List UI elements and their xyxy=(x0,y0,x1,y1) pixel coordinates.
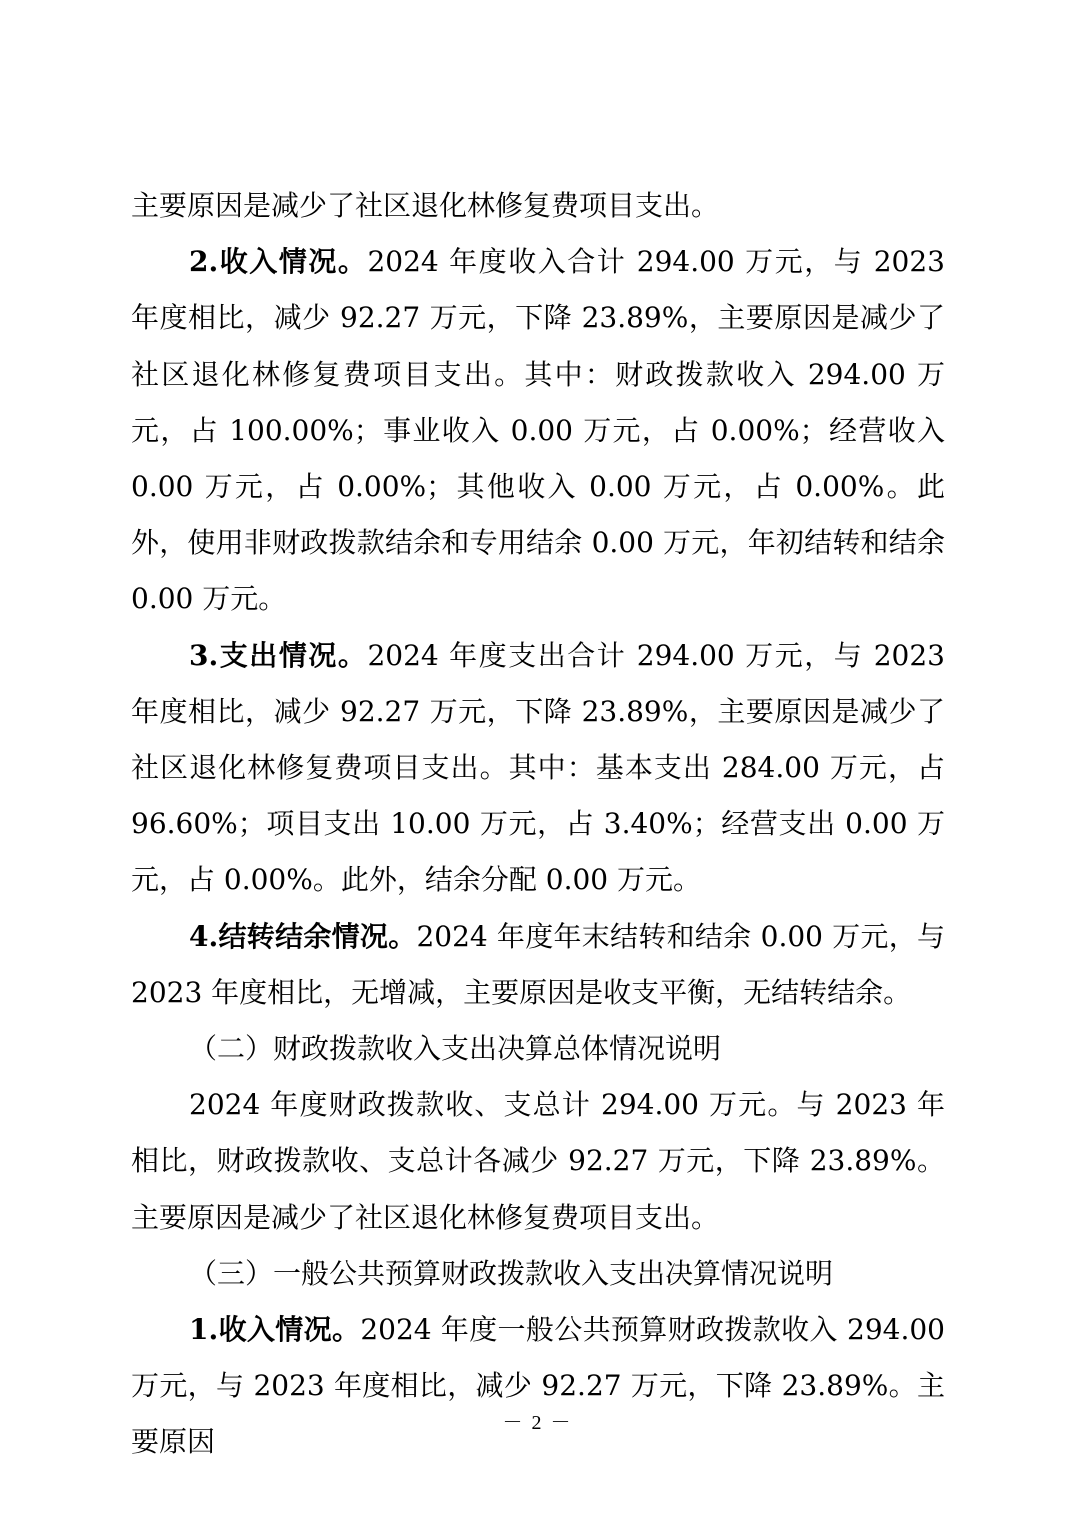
paragraph-fiscal-total xyxy=(131,1077,945,1246)
paragraph-general-income xyxy=(131,1302,945,1471)
paragraph-heading: 2.收入情况。 xyxy=(189,245,368,279)
section-heading-text: （二）财政拨款收入支出决算总体情况说明 xyxy=(189,1032,722,1066)
paragraph-text: 2024 年度财政拨款收、支总计 294.00 万元。与 2023 年相比，财政拨款收、支总计各减少 92.27 万元，下降 23.89%。主要原因是减少了社区退化林修复费项目支出。 xyxy=(131,1088,945,1234)
page-number: － 2 － xyxy=(502,1412,573,1434)
paragraph-income xyxy=(131,234,945,627)
paragraph-heading: 4.结转结余情况。 xyxy=(189,919,417,953)
paragraph-text: 2024 年度收入合计 294.00 万元，与 2023 年度相比，减少 92.27 万元，下降 23.89%，主要原因是减少了社区退化林修复费项目支出。其中：财政拨款收入 294.00 万元，占 100.00%；事业收入 0.00 万元，占 0.00%；经营收入 0.00 万元，占 0.00%；其他收入 0.00 万元，占 0.00%。此外，使用非财政拨款结余和专用结余 0.00 万元，年初结转和结余 0.00 万元。 xyxy=(131,245,945,616)
paragraph-text: 2024 年度支出合计 294.00 万元，与 2023 年度相比，减少 92.27 万元，下降 23.89%，主要原因是减少了社区退化林修复费项目支出。其中：基本支出 284.00 万元，占 96.60%；项目支出 10.00 万元，占 3.40%；经营支出 0.00 万元，占 0.00%。此外，结余分配 0.00 万元。 xyxy=(131,638,945,897)
paragraph-text: 主要原因是减少了社区退化林修复费项目支出。 xyxy=(131,189,720,222)
document-body xyxy=(131,178,945,1471)
section-heading-text: （三）一般公共预算财政拨款收入支出决算情况说明 xyxy=(189,1256,834,1290)
paragraph-heading: 3.支出情况。 xyxy=(189,638,368,672)
section-heading-2 xyxy=(131,1021,945,1077)
paragraph-heading: 1.收入情况。 xyxy=(189,1313,361,1347)
paragraph-continuation xyxy=(131,178,945,234)
paragraph-carryover xyxy=(131,909,945,1021)
paragraph-text: 2024 年度年末结转和结余 0.00 万元，与 2023 年度相比，无增减，主要原因是收支平衡，无结转结余。 xyxy=(131,919,945,1009)
section-heading-3 xyxy=(131,1246,945,1302)
paragraph-expenditure xyxy=(131,628,945,909)
paragraph-text: 2024 年度一般公共预算财政拨款收入 294.00 万元，与 2023 年度相比，减少 92.27 万元，下降 23.89%。主要原因 xyxy=(131,1313,945,1459)
